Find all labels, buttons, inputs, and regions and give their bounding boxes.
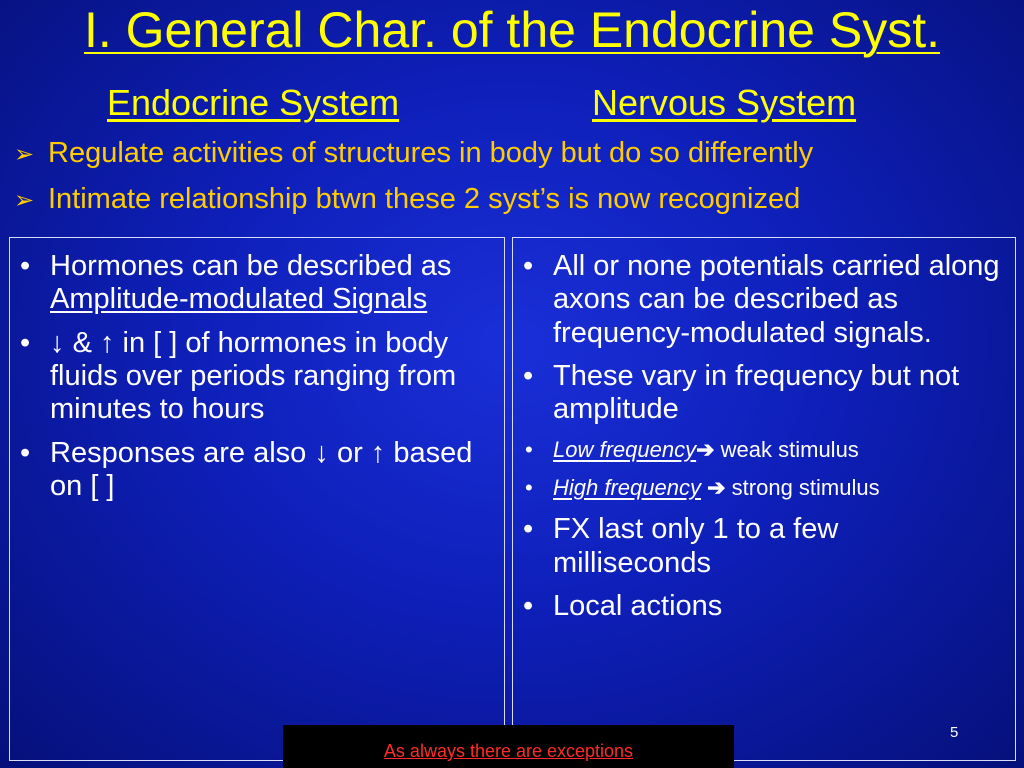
ampersand: &	[72, 326, 92, 359]
down-arrow-icon: ↓	[314, 436, 329, 469]
page-number: 5	[950, 724, 959, 741]
nervous-panel	[512, 237, 1016, 761]
intro-item-text: Intimate relationship btwn these 2 syst’s is now recognized	[48, 183, 801, 216]
bullet-item	[10, 327, 490, 427]
arrowhead-bullet-icon: ➢	[14, 141, 35, 168]
bullet-item-low-frequency	[513, 437, 1001, 462]
down-arrow-icon: ↓	[50, 326, 65, 359]
or-word: or	[336, 436, 363, 469]
low-frequency-result: weak stimulus	[714, 436, 859, 462]
endocrine-system-header: Endocrine System	[107, 82, 400, 123]
endocrine-bullet-list	[10, 238, 504, 503]
right-arrow-icon: ➔	[696, 436, 715, 462]
bullet-item	[10, 250, 490, 317]
bullet-text: Hormones can be described as	[50, 250, 452, 282]
intro-item	[14, 137, 813, 170]
low-frequency-term: Low frequency	[553, 436, 697, 462]
bullet-item: • All or none potentials carried along axons can be described as frequency-modulated signals.	[513, 250, 1001, 350]
amplitude-modulated-term: Amplitude-modulated Signals	[50, 283, 428, 316]
intro-item	[14, 183, 813, 216]
right-arrow-icon: ➔	[707, 475, 726, 501]
bullet-text: Responses are also	[50, 436, 315, 469]
up-arrow-icon: ↑	[99, 326, 115, 359]
endocrine-panel	[9, 237, 505, 761]
arrowhead-bullet-icon: ➢	[14, 187, 35, 215]
bullet-item: • FX last only 1 to a few milliseconds	[513, 513, 1001, 580]
footer-note[interactable]: As always there are exceptions	[383, 741, 634, 761]
nervous-bullet-list	[513, 238, 1015, 623]
bullet-item: • These vary in frequency but not amplitude	[513, 360, 1001, 427]
high-frequency-result: strong stimulus	[725, 475, 880, 501]
bullet-item	[10, 437, 490, 504]
up-arrow-icon: ↑	[370, 436, 386, 469]
bullet-item-high-frequency	[513, 475, 1001, 500]
intro-list	[14, 137, 813, 230]
bullet-text-end: based on [ ]	[50, 436, 473, 503]
nervous-system-header: Nervous System	[592, 82, 857, 123]
high-frequency-term: High frequency	[553, 475, 701, 501]
footer-note-box	[283, 725, 734, 768]
intro-item-text: Regulate activities of structures in body but do so differently	[48, 137, 814, 169]
slide-title: I. General Char. of the Endocrine Syst.	[83, 2, 940, 58]
bullet-item: • Local actions	[513, 590, 1001, 623]
bullet-text: in [ ] of hormones in body fluids over periods ranging from minutes to hours	[50, 326, 457, 426]
